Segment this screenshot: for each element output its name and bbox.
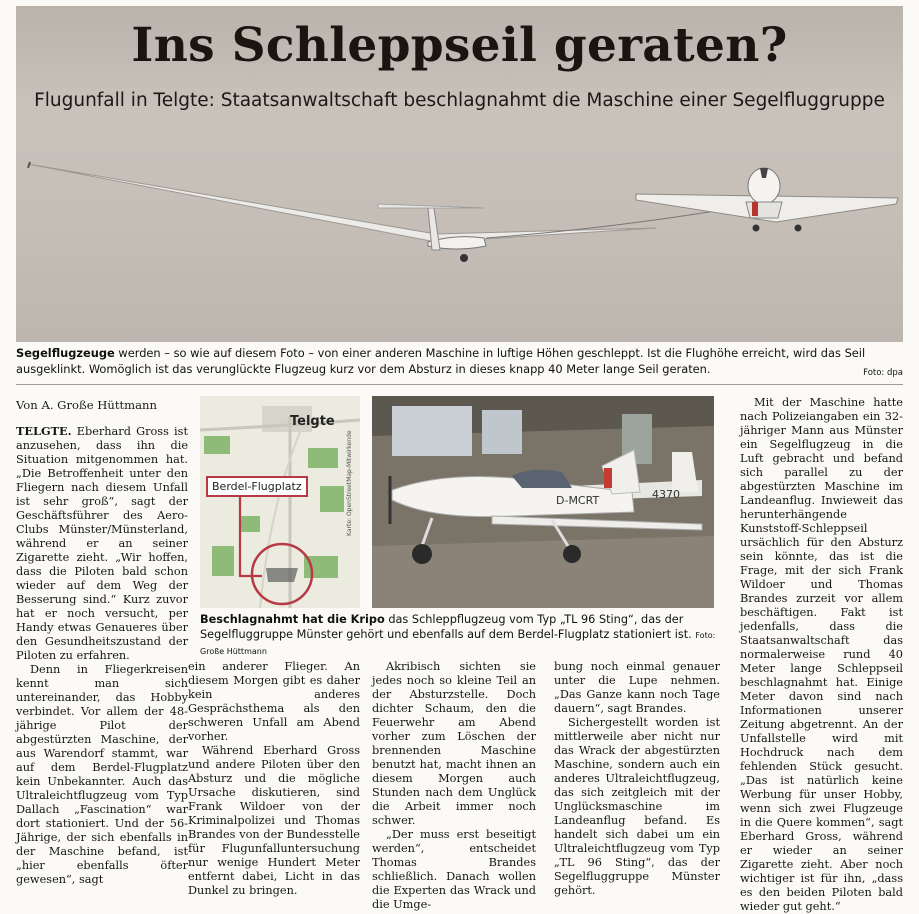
aircraft-registration: D-MCRT (556, 494, 600, 507)
article-column-5 (740, 396, 903, 914)
dateline: TELGTE. (16, 424, 72, 438)
location-map (200, 396, 360, 608)
article-column-1 (16, 424, 188, 887)
paragraph: bung noch einmal genauer unter die Lupe nehmen. „Das Ganze kann noch Tage dauern“, sagt Brandes. (554, 660, 720, 715)
paragraph: Während Eberhard Gross und andere Piloten über den Absturz und die mögliche Ursache diskutieren, sind Frank Wildoer von der Kriminalpolizei und Thomas Brandes von der Bundesstelle für Flugunfalluntersuchung nur wenige Hundert Meter entfernt dabei, Licht in das Dunkel zu bringen. (188, 744, 360, 897)
paragraph: Sichergestellt worden ist mittlerweile aber nicht nur das Wrack der abgestürzten Maschine, sondern auch ein anderes Ultraleichtflugzeug, das sich zeitgleich mit der Unglücksmaschine im Landeanflug befand. Es handelt sich dabei um ein Ultraleichtflugzeug vom Typ „TL 96 Sting“, das der Segelfluggruppe Münster gehört. (554, 716, 720, 897)
section-divider (16, 384, 903, 385)
headline: Ins Schleppseil geraten? (131, 18, 788, 73)
hangar-caption-text: das Schleppflugzeug vom Typ „TL 96 Sting“, das der Segelfluggruppe Münster gehört und ebenfalls auf dem Berdel-Flugplatz stationiert ist. (200, 613, 692, 641)
paragraph: ein anderer Flieger. An diesem Morgen gibt es daher kein anderes Gesprächsthema als den schweren Unfall am Abend vorher. (188, 660, 360, 743)
hero-photo-credit: Foto: dpa (863, 367, 903, 378)
paragraph: TELGTE. Eberhard Gross ist anzusehen, dass ihn die Situation mitgenommen hat. „Die Betroffenheit unter den Fliegern nach diesem Unfall ist sehr groß“, sagt der Geschäftsführer des Aero-Clubs Münster/Münsterland, während er an seiner Zigarette zieht. „Wir hoffen, dass die Piloten bald schon wieder auf dem Weg der Besserung sind.“ Kurz zuvor hat er noch versucht, per Handy etwas Genaueres über den Gesundheitszustand der Piloten zu erfahren. (16, 424, 188, 662)
paragraph: „Der muss erst beseitigt werden“, entscheidet Thomas Brandes schließlich. Danach wollen die Experten das Wrack und die Umge- (372, 828, 536, 911)
map-credit: Karte: OpenStreetMap-Mitwirkende (346, 430, 353, 536)
paragraph: Akribisch sichten sie jedes noch so kleine Teil an der Absturzstelle. Doch dichter Schaum, den die Feuerwehr am Abend vorher zum Löschen der brennenden Maschine benutzt hat, macht ihnen an diesem Morgen auch Stunden nach dem Unglück die Arbeit immer noch schwer. (372, 660, 536, 827)
byline: Von A. Große Hüttmann (16, 398, 157, 412)
hero-caption-text: werden – so wie auf diesem Foto – von einer anderen Maschine in luftige Höhen geschleppt. Ist die Flughöhe erreicht, wird das Seil ausgeklinkt. Womöglich ist das verunglückte Flugzeug kurz vor dem Absturz in dieses knapp 40 Meter lange Seil geraten. (16, 346, 866, 376)
hangar-caption-lead: Beschlagnahmt hat die Kripo (200, 613, 385, 626)
hangar-photo-credit: Foto: Große Hüttmann (200, 631, 716, 656)
hangar-airplane-illustration (372, 396, 714, 608)
article-column-2 (188, 660, 360, 898)
hero-caption (16, 346, 903, 381)
article-column-4 (554, 660, 720, 898)
subheadline: Flugunfall in Telgte: Staatsanwaltschaft beschlagnahmt die Maschine einer Segelfluggruppe (34, 90, 885, 111)
map-airfield-label: Berdel-Flugplatz (206, 476, 308, 497)
hangar-photo (372, 396, 714, 608)
paragraph: Mit der Maschine hatte nach Polizeiangaben ein 32-jähriger Mann aus Münster ein Segelflugzeug in die Luft gebracht und befand sich parallel zu der abgestürzten Maschine im Landeanflug. Inwieweit das herunterhängende Kunststoff-Schleppseil ursächlich für den Absturz sein könnte, das ist die Frage, mit der sich Frank Wildoer und Thomas Brandes zurzeit vor allem beschäftigen. Fakt ist jedenfalls, dass die Staatsanwaltschaft das normalerweise rund 40 Meter lange Schleppseil beschlagnahmt hat. Einige Meter davon sind nach Informationen unserer Zeitung abgetrennt. An der Unfallstelle wird mit Hochdruck nach dem fehlenden Stück gesucht. „Das ist natürlich keine Werbung für unser Hobby, wenn sich zwei Flugzeuge in die Quere kommen“, sagt Eberhard Gross, während er wieder an seiner Zigarette zieht. Aber noch wichtiger ist für ihn, „dass es den beiden Piloten bald wieder gut geht.“ (740, 396, 903, 913)
hero-photo (16, 6, 903, 342)
map-graphic (200, 396, 360, 608)
hero-caption-lead: Segelflugzeuge (16, 346, 115, 360)
article-column-3 (372, 660, 536, 912)
map-town-label: Telgte (290, 414, 335, 429)
hangar-caption (200, 612, 720, 659)
aircraft-tail-number: 4370 (652, 488, 680, 501)
paragraph: Denn in Fliegerkreisen kennt man sich untereinander, das Hobby verbindet. Vor allem der 48-jährige Pilot der abgestürzten Maschine, der aus Warendorf stammt, war auf dem Berdel-Flugplatz kein Unbekannter. Auch das Ultraleichtflugzeug vom Typ Dallach „Fascination“ war dort stationiert. Und der 56-Jährige, der sich ebenfalls in der Maschine befand, ist „hier ebenfalls öfter gewesen“, sagt (16, 663, 188, 886)
